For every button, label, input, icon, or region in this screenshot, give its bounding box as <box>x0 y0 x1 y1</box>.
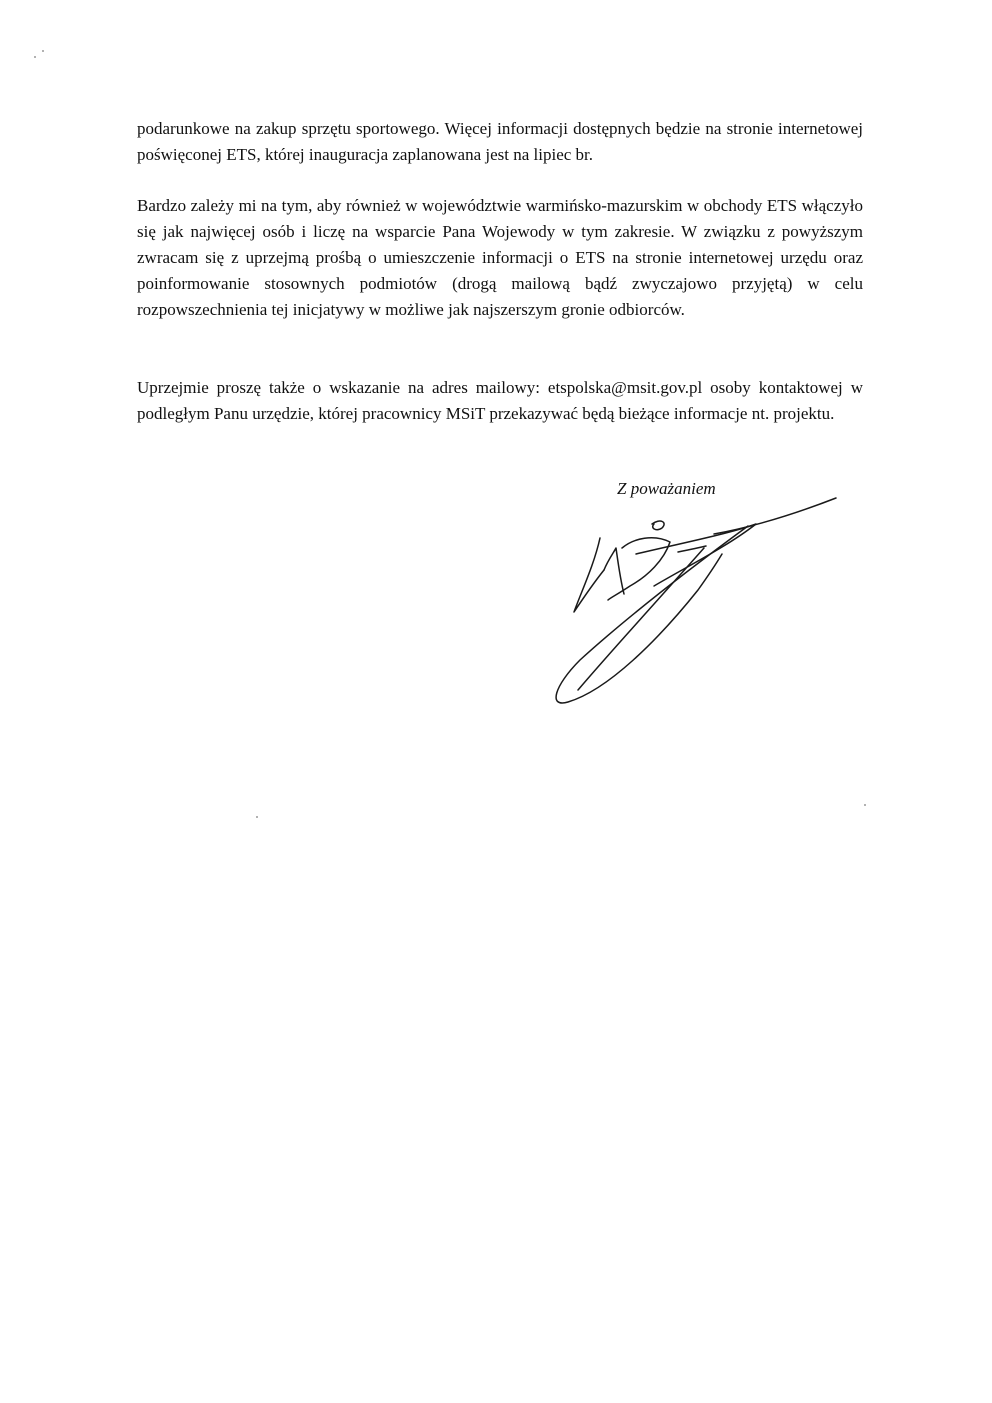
handwritten-signature <box>538 490 848 705</box>
scan-speck <box>256 816 258 818</box>
scan-speck <box>34 56 36 58</box>
scan-speck <box>42 50 44 52</box>
paragraph-sports-equipment: podarunkowe na zakup sprzętu sportowego. Więcej informacji dostępnych będzie na stronie internetowej poświęconej ETS, której inauguracja zaplanowana jest na lipiec br. <box>137 119 863 164</box>
closing-salutation: Z poważaniem <box>617 479 716 498</box>
paragraph-request-voivode: Bardzo zależy mi na tym, aby również w województwie warmińsko-mazurskim w obchody ETS włączyło się jak najwięcej osób i liczę na wsparcie Pana Wojewody w tym zakresie. W związku z powyższym zwracam się z uprzejmą prośbą o umieszczenie informacji o ETS na stronie internetowej urzędu oraz poinformowanie stosownych podmiotów (drogą mailową bądź zwyczajowo przyjętą) w celu rozpowszechnienia tej inicjatywy w możliwe jak najszerszym gronie odbiorców. <box>137 196 863 319</box>
scan-speck <box>864 804 866 806</box>
paragraph-contact-person: Uprzejmie proszę także o wskazanie na adres mailowy: etspolska@msit.gov.pl osoby kontaktowej w podległym Panu urzędzie, której pracownicy MSiT przekazywać będą bieżące informacje nt. projektu. <box>137 378 863 423</box>
